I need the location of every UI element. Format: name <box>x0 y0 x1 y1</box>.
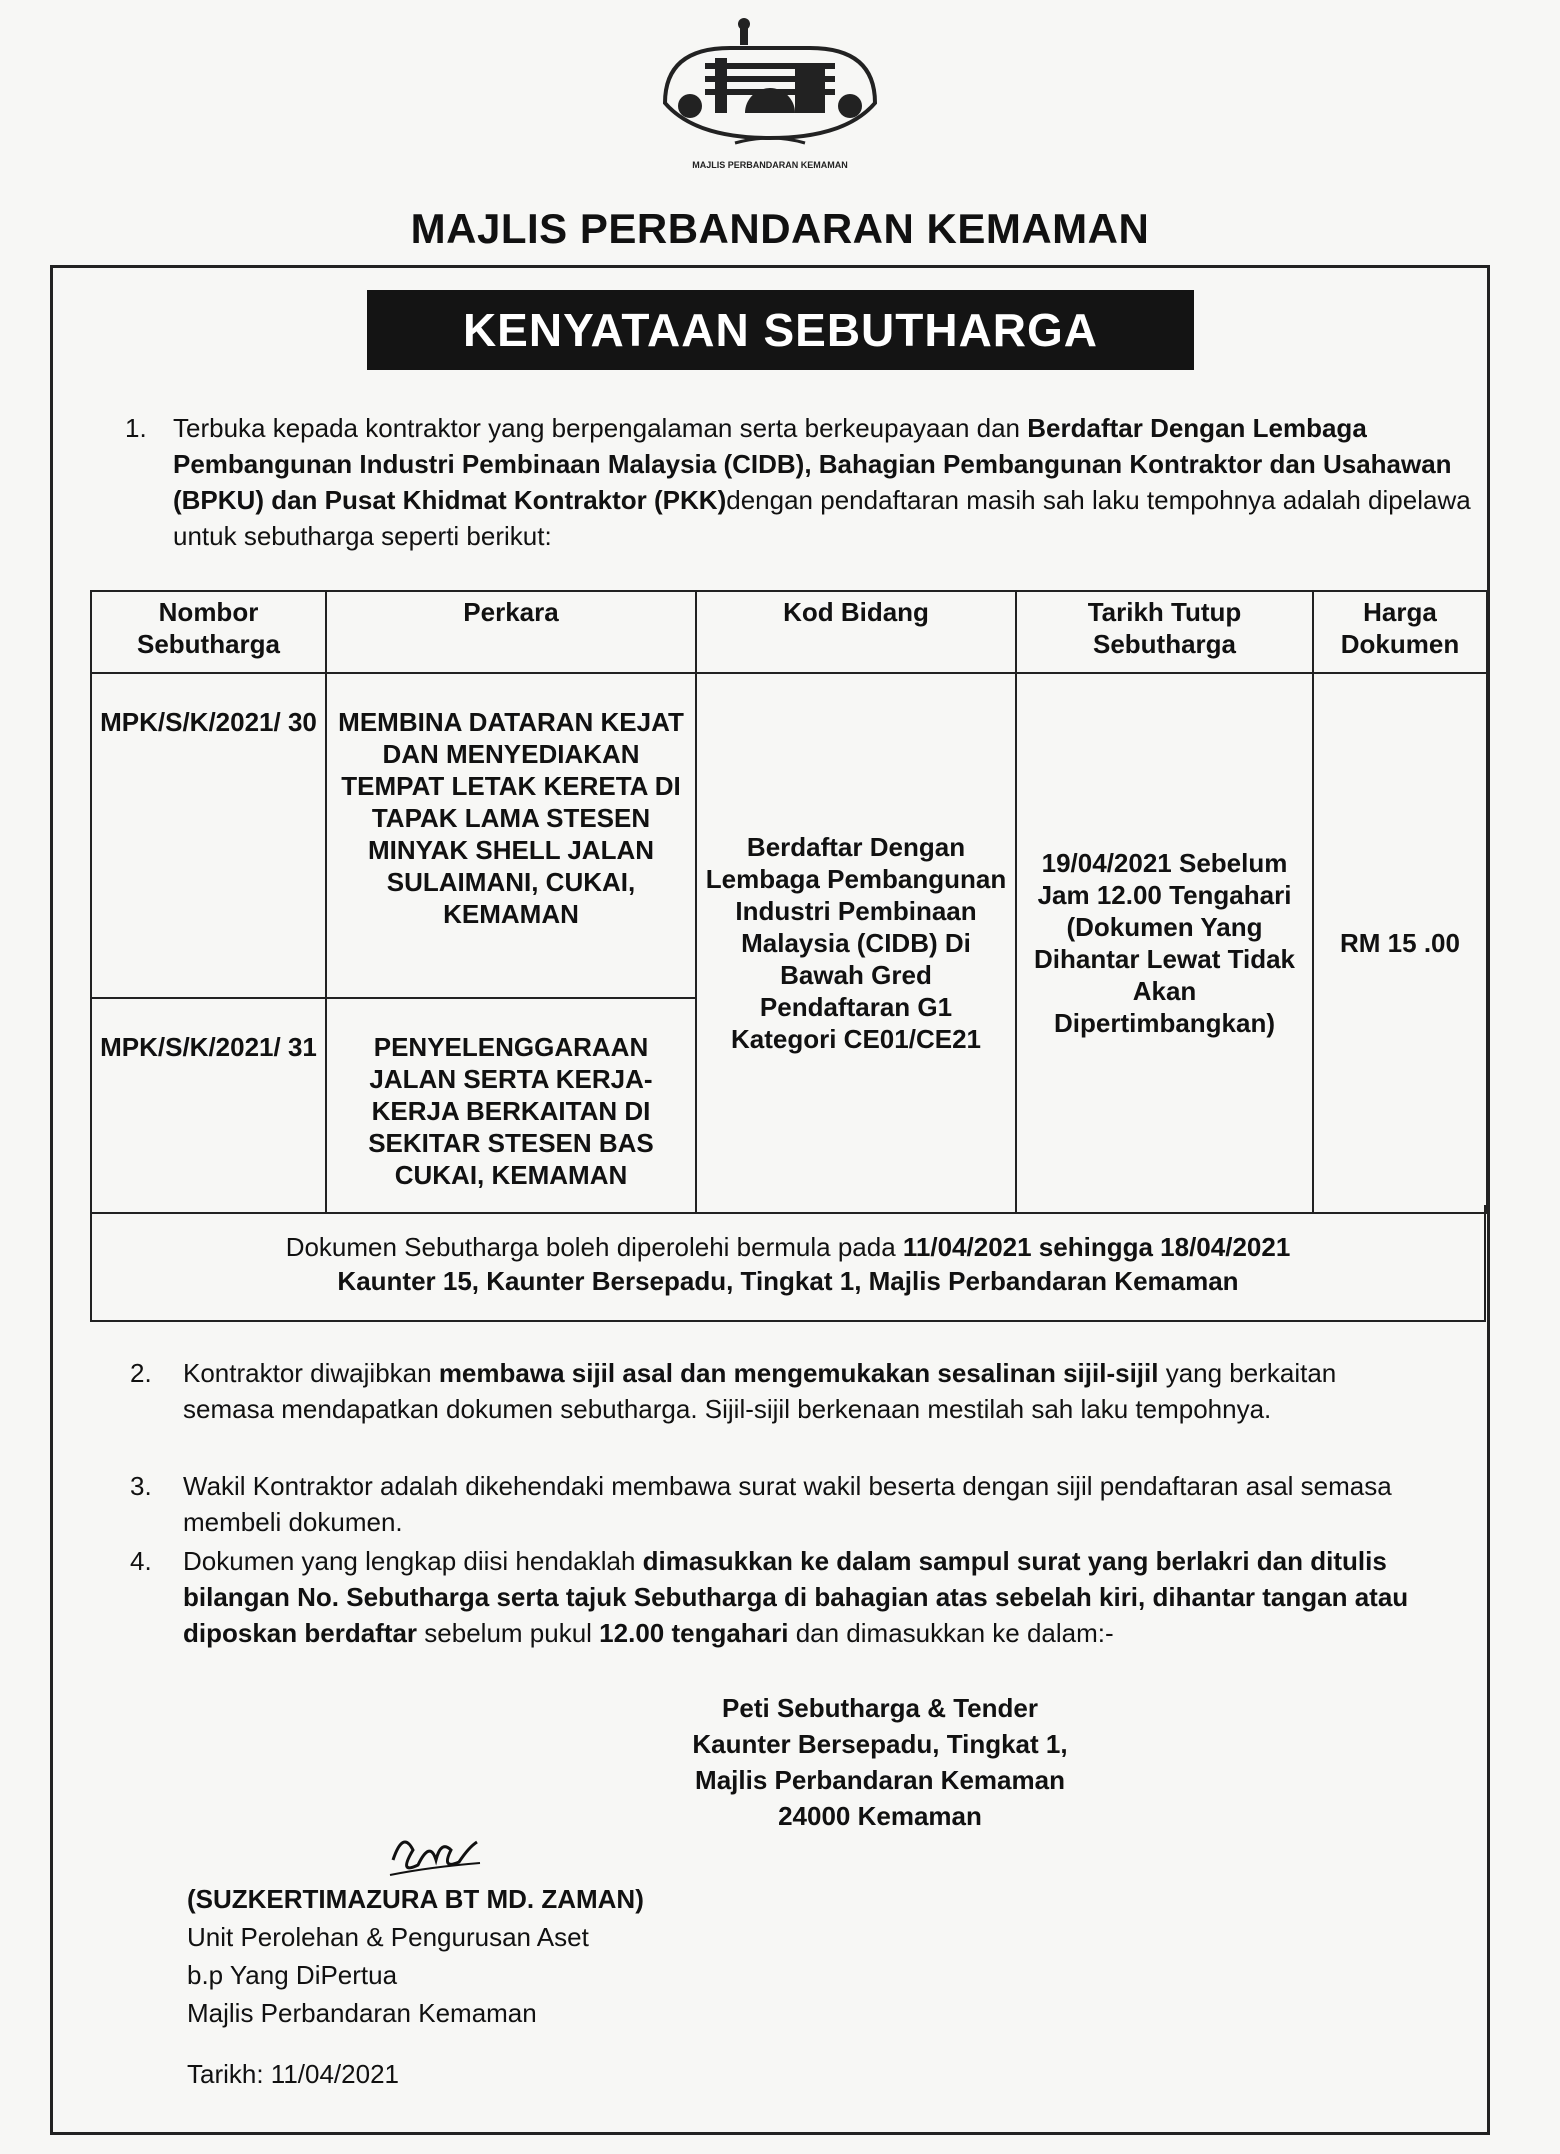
row-1-perkara: MEMBINA DATARAN KEJAT DAN MENYEDIAKAN TEMPAT LETAK KERETA DI TAPAK LAMA STESEN MINYAK SHELL JALAN SULAIMANI, CUKAI, KEMAMAN <box>326 673 696 998</box>
para-4: Dokumen yang lengkap diisi hendaklah dimasukkan ke dalam sampul surat yang berlakri dan ditulis bilangan No. Sebutharga serta tajuk Sebutharga di bahagian atas sebelah kiri, dihantar tangan atau diposkan berdaftar sebelum pukul 12.00 tengahari dan dimasukkan ke dalam:- <box>183 1546 1409 1648</box>
organization-title: MAJLIS PERBANDARAN KEMAMAN <box>410 205 1150 252</box>
footer-line-2: Kaunter 15, Kaunter Bersepadu, Tingkat 1, Majlis Perbandaran Kemaman <box>337 1266 1239 1296</box>
para-1-number: 1. <box>125 413 147 443</box>
footer-line-1: Dokumen Sebutharga boleh diperolehi bermula pada 11/04/2021 sehingga 18/04/2021 <box>285 1232 1291 1262</box>
tarikh-tutup-cell: 19/04/2021 Sebelum Jam 12.00 Tengahari (Dokumen Yang Dihantar Lewat Tidak Akan Dipertimbangkan) <box>1016 673 1313 1213</box>
para-1: Terbuka kepada kontraktor yang berpengalaman serta berkeupayaan dan Berdaftar Dengan Lembaga Pembangunan Industri Pembinaan Malaysia (CIDB), Bahagian Pembangunan Kontraktor dan Usahawan (BPKU) dan Pusat Khidmat Kontraktor (PKK)dengan pendaftaran masih sah laku tempohnya adalah dipelawa untuk sebutharga seperti berikut: <box>173 413 1471 551</box>
header-tarikh-tutup: Tarikh Tutup Sebutharga <box>1016 591 1313 673</box>
notice-date: Tarikh: 11/04/2021 <box>187 2059 399 2089</box>
tender-box-address <box>580 1690 1180 1834</box>
signatory-block <box>187 1880 987 2032</box>
council-emblem-logo <box>645 18 895 183</box>
address-line-1: Peti Sebutharga & Tender <box>722 1693 1038 1723</box>
signatory-name: (SUZKERTIMAZURA BT MD. ZAMAN) <box>187 1884 644 1914</box>
para-2: Kontraktor diwajibkan membawa sijil asal dan mengemukakan sesalinan sijil-sijil yang berkaitan semasa mendapatkan dokumen sebutharga. Sijil-sijil berkenaan mestilah sah laku tempohnya. <box>183 1358 1337 1424</box>
notice-title-banner: KENYATAAN SEBUTHARGA <box>367 290 1194 370</box>
quotation-table <box>90 590 1488 1214</box>
address-line-4: 24000 Kemaman <box>778 1801 982 1831</box>
address-line-3: Majlis Perbandaran Kemaman <box>695 1765 1065 1795</box>
table-footer-note <box>90 1205 1486 1322</box>
handwritten-signature <box>385 1820 485 1885</box>
address-line-2: Kaunter Bersepadu, Tingkat 1, <box>692 1729 1068 1759</box>
harga-cell: RM 15 .00 <box>1313 673 1487 1213</box>
header-nombor: Nombor Sebutharga <box>91 591 326 673</box>
kod-bidang-cell: Berdaftar Dengan Lembaga Pembangunan Industri Pembinaan Malaysia (CIDB) Di Bawah Gred Pendaftaran G1 Kategori CE01/CE21 <box>696 673 1016 1213</box>
row-2-nombor: MPK/S/K/2021/ 31 <box>91 998 326 1213</box>
table-row <box>91 673 1487 998</box>
para-3: Wakil Kontraktor adalah dikehendaki membawa surat wakil beserta dengan sijil pendaftaran asal semasa membeli dokumen. <box>183 1471 1392 1537</box>
para-4-number: 4. <box>130 1546 152 1576</box>
para-3-number: 3. <box>130 1471 152 1501</box>
row-2-perkara: PENYELENGGARAAN JALAN SERTA KERJA-KERJA BERKAITAN DI SEKITAR STESEN BAS CUKAI, KEMAMAN <box>326 998 696 1213</box>
signatory-bp: b.p Yang DiPertua <box>187 1960 398 1990</box>
svg-text:MAJLIS PERBANDARAN KEMAMAN: MAJLIS PERBANDARAN KEMAMAN <box>692 160 848 170</box>
signatory-unit: Unit Perolehan & Pengurusan Aset <box>187 1922 589 1952</box>
para-2-number: 2. <box>130 1358 152 1388</box>
row-1-nombor: MPK/S/K/2021/ 30 <box>91 673 326 998</box>
table-header-row <box>91 591 1487 673</box>
header-kod-bidang: Kod Bidang <box>696 591 1016 673</box>
header-perkara: Perkara <box>326 591 696 673</box>
signatory-org: Majlis Perbandaran Kemaman <box>187 1998 537 2028</box>
header-harga: Harga Dokumen <box>1313 591 1487 673</box>
